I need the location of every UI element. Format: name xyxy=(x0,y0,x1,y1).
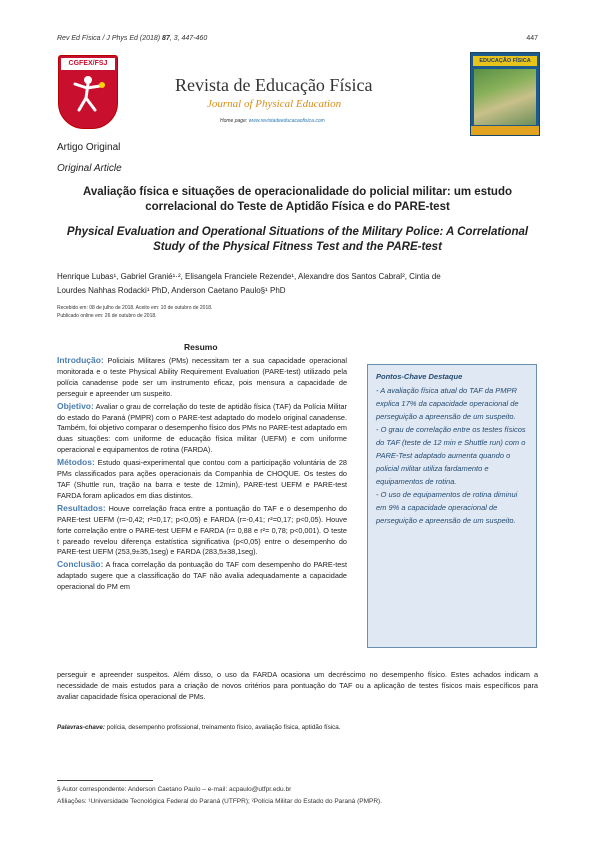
abstract-heading: Resumo xyxy=(184,342,218,352)
methods-text: Estudo quasi-experimental que contou com a participação voluntária de 28 PMs classificados para ações operacionais da Companhia de CHOQUE. Os testes do TAF (Shuttle run, tração na barra e teste de 12min), PARE-test UEFM e PARE-test FARDA foram aplicados em dias distintos. xyxy=(57,458,347,500)
results-text: Houve correlação fraca entre a pontuação do TAF e o desempenho do PARE-test UEFM (r=-0,42; r²=0,17; p<0,05) e FARDA (r=-0,41; r²=0,17; p<0,05). Houve forte correlação entre o PARE-test UEFM e FARDA (r= 0,88 e r²= 0,78; p<0,001). O teste t pareado revelou diferença estatística significativa (p<0,05) entre o desempenho do PARE-test UEFM (253,9±35,1seg) e FARDA (283,5±38,1seg). xyxy=(57,503,347,557)
publication-dates xyxy=(57,304,212,320)
author-list xyxy=(57,270,538,298)
keywords-label: Palavras-chave: xyxy=(57,724,105,731)
keywords-text: polícia, desempenho profissional, treinamento físico, avaliação física, aptidão física. xyxy=(104,724,341,731)
abstract-results xyxy=(57,503,347,559)
citation-suffix: , 3, 447-460 xyxy=(169,35,208,42)
page-number: 447 xyxy=(526,35,538,42)
cover-title: EDUCAÇÃO FÍSICA xyxy=(473,56,537,66)
journal-logo xyxy=(58,55,118,129)
abstract-objective xyxy=(57,401,347,457)
abstract-introduction xyxy=(57,355,347,400)
published-date: Publicado online em: 26 de outubro de 2018. xyxy=(57,313,157,319)
corresponding-author-note: § Autor correspondente: Anderson Caetano Paulo – e-mail: acpaulo@utfpr.edu.br xyxy=(57,786,292,793)
objective-label: Objetivo: xyxy=(57,400,94,411)
article-type-en: Original Article xyxy=(57,163,122,174)
keywords xyxy=(57,724,341,731)
authors-line-1: Henrique Lubas¹, Gabriel Granié¹·², Elisangela Franciele Rezende¹, Alexandre dos Santos Cabral², Cintia de xyxy=(57,272,441,281)
homepage-label: Home page: xyxy=(220,118,249,124)
logo-text: CGFEX/FSJ xyxy=(61,58,115,70)
highlights-heading: Pontos-Chave Destaque xyxy=(376,372,463,381)
methods-label: Métodos: xyxy=(57,457,95,468)
journal-subtitle: Journal of Physical Education xyxy=(207,98,342,110)
article-title-pt: Avaliação física e situações de operacionalidade do policial militar: um estudo correlacional do Teste de Aptidão Física e do PARE-test xyxy=(82,186,513,213)
article-title-en: Physical Evaluation and Operational Situations of the Military Police: A Correlational Study of the Physical Fitness Test and the PARE-test xyxy=(66,226,529,253)
highlight-item: - A avaliação física atual do TAF da PMPR explica 17% da capacidade operacional de perseguição a apreensão de um suspeito. xyxy=(376,386,519,421)
cover-band xyxy=(471,126,539,135)
conclusion-label: Conclusão: xyxy=(57,559,104,570)
results-label: Resultados: xyxy=(57,502,106,513)
intro-label: Introdução: xyxy=(57,355,104,365)
cover-photo xyxy=(474,69,536,125)
running-citation xyxy=(57,35,207,42)
abstract-conclusion xyxy=(57,559,347,593)
abstract-conclusion-continued: perseguir e apreender suspeitos. Além disso, o uso da FARDA ocasiona um decréscimo no desempenho físico. Estes achados indicam a necessidade de mais estudos para a criação de novos critérios para pontuação do TAF ou a aplicação de testes físicos mais específicos para avaliar capacidade física operacional de PMs. xyxy=(57,670,538,701)
homepage-line xyxy=(220,118,325,124)
citation-prefix: Rev Ed Física / J Phys Ed (2018) xyxy=(57,35,163,42)
journal-cover-image xyxy=(470,52,540,136)
journal-title: Revista de Educação Física xyxy=(175,75,373,95)
footnote-divider xyxy=(57,780,153,781)
authors-line-2: Lourdes Nahhas Rodacki¹ PhD, Anderson Caetano Paulo§¹ PhD xyxy=(57,286,286,295)
article-type-pt: Artigo Original xyxy=(57,142,121,153)
abstract-methods xyxy=(57,457,347,502)
objective-text: Avaliar o grau de correlação do teste de aptidão física (TAF) da Polícia Militar do estado do Paraná (PMPR) com o PARE-test adaptado do modelo original canadense. Também, foi objetivo comparar o desempenho físico dos PMs no PARE-test adaptado em duas situações: com uniforme de educação física militar (UEFM) e com uniforme operacional e equipamentos de rotina (FARDA). xyxy=(57,401,347,455)
conclusion-text: A fraca correlação da pontuação do TAF com desempenho do PARE-test adaptado sugere que a classificação do TAF não avalia adequadamente a capacidade operacional do PM em xyxy=(57,560,347,592)
homepage-link[interactable]: www.revistadeeducacaofisica.com xyxy=(248,118,325,124)
affiliations-note: Afiliações: ¹Universidade Tecnológica Federal do Paraná (UTFPR); ²Polícia Militar do Estado do Paraná (PMPR). xyxy=(57,798,383,805)
highlight-item: - O uso de equipamentos de rotina diminui em 9% a capacidade operacional de perseguição e apreensão de um suspeito. xyxy=(376,490,518,525)
athlete-icon xyxy=(69,74,107,118)
intro-text: Policiais Militares (PMs) necessitam ter a sua capacidade operacional monitorada e o teste Physical Ability Requirement Evaluation (PARE-test) utilizado pela polícia canadense pode ser um instrumento eficaz, pois mensura a capacidade de perseguir e apreender um suspeito. xyxy=(57,356,347,398)
abstract-body xyxy=(57,355,347,594)
received-date: Recebido em: 08 de julho de 2018. Aceito em: 10 de outubro de 2018. xyxy=(57,305,213,311)
citation-volume: 87 xyxy=(162,35,170,42)
highlight-item: - O grau de correlação entre os testes físicos do TAF (teste de 12 min e Shuttle run) com o PARE-Test adaptado aumenta quando o policial militar utiliza fardamento e equipamentos de rotina. xyxy=(376,425,526,486)
highlights-box xyxy=(367,364,537,648)
